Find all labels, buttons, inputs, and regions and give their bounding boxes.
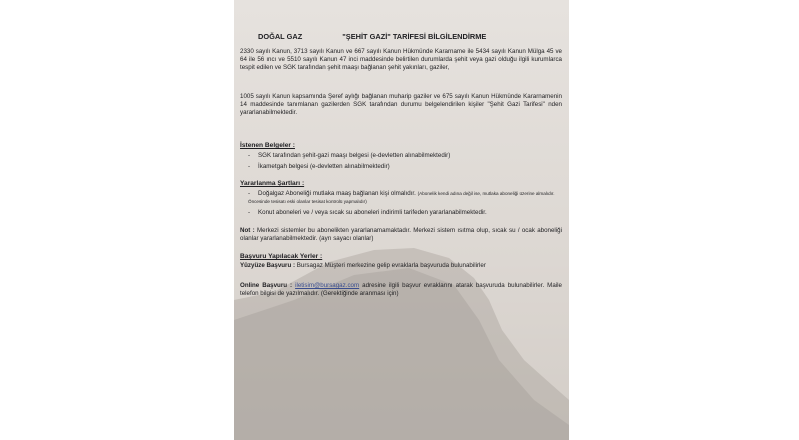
condition-2: Konut aboneleri ve / veya sıcak su aboneleri indirimli tarifeden yararlanabilmektedir. [258,209,487,216]
online-label: Online Başvuru : [240,282,293,289]
online-apply [240,282,562,298]
conditions-heading: Yararlanma Şartları : [240,180,305,187]
face-text: Bursagaz Müşteri merkezine gelip evraklarla başvuruda bulunabilirler [296,262,486,269]
document-photo [234,0,569,440]
apply-heading: Başvuru Yapılacak Yerler : [240,253,323,260]
docs-heading: İstenen Belgeler : [240,142,295,149]
face-label: Yüzyüze Başvuru : [240,262,296,269]
condition-1: Doğalgaz Aboneliği mutlaka maaş bağlanan kişi olmalıdır. [258,190,416,197]
doc-item-1: SGK tarafından şehit-gazi maaşı belgesi (e-devletten alınabilmektedir) [258,152,451,159]
list-item: - Konut aboneleri ve / veya sıcak su aboneleri indirimli tarifeden yararlanabilmektedir. [248,209,487,216]
note [240,227,562,243]
condition-1-note: (Abonelik kendi adına değil ise, mutlaka aboneliği üzerine almalıdır. Öncesinde tesisatı eski olanlar tesisat kontrolü yapmalıdır) [248,191,555,204]
title-right: "ŞEHİT GAZİ" TARİFESİ BİLGİLENDİRME [342,32,487,41]
face-to-face-apply [240,262,562,270]
doc-item-2: İkametgah belgesi (e-devletten alınabilmektedir) [258,163,390,170]
list-item: - SGK tarafından şehit-gazi maaşı belgesi (e-devletten alınabilmektedir) [248,152,451,159]
online-email-link[interactable]: iletisim@bursagaz.com [295,282,360,289]
paragraph-1: 2330 sayılı Kanun, 3713 sayılı Kanun ve 667 sayılı Kanun Hükmünde Kararname ile 5434 sayılı Kanun Mülga 45 ve 64 ile 56 ıncı ve 5510 sayılı Kanun 47 inci maddesinde belirtilen durumlarda şehit veya gazi olduğu ilgili kurumlarca tespit edilen ve SGK tarafından şehit maaşı bağlanan şehit yakınları, gaziler, [240,48,562,72]
note-text: Merkezi sistemler bu abonelikten yararlanamamaktadır. Merkezi sistem ısıtma olup, sıcak su / ocak aboneliği olanlar yararlanabilmektedir. (ayrı sayacı olanlar) [240,227,562,243]
online-text: adresine ilgili başvur evraklarını atarak başvuruda bulunabilirler. Maile telefon bilgisi de yazılmalıdır. (Gerektiğinde aranması için) [240,282,562,298]
note-label: Not : [240,227,255,234]
list-item: - Doğalgaz Aboneliği mutlaka maaş bağlanan kişi olmalıdır. (Abonelik kendi adına değil ise, mutlaka aboneliği üzerine almalıdır. Öncesinde tesisatı eski olanlar tesisat kontrolü yapmalıdır) [248,190,555,204]
paragraph-2: 1005 sayılı Kanun kapsamında Şeref aylığı bağlanan muharip gaziler ve 675 sayılı Kanun Hükmünde Kararnamenin 14 maddesinde tanımlanan gazilerden SGK tarafından durumu belgelendirilen kişiler "Şehit Gazi Tarifesi" nden yararlanabilmektedir. [240,93,562,117]
title-left: DOĞAL GAZ [258,32,303,41]
document-title [258,32,558,41]
list-item: - İkametgah belgesi (e-devletten alınabilmektedir) [248,163,390,170]
